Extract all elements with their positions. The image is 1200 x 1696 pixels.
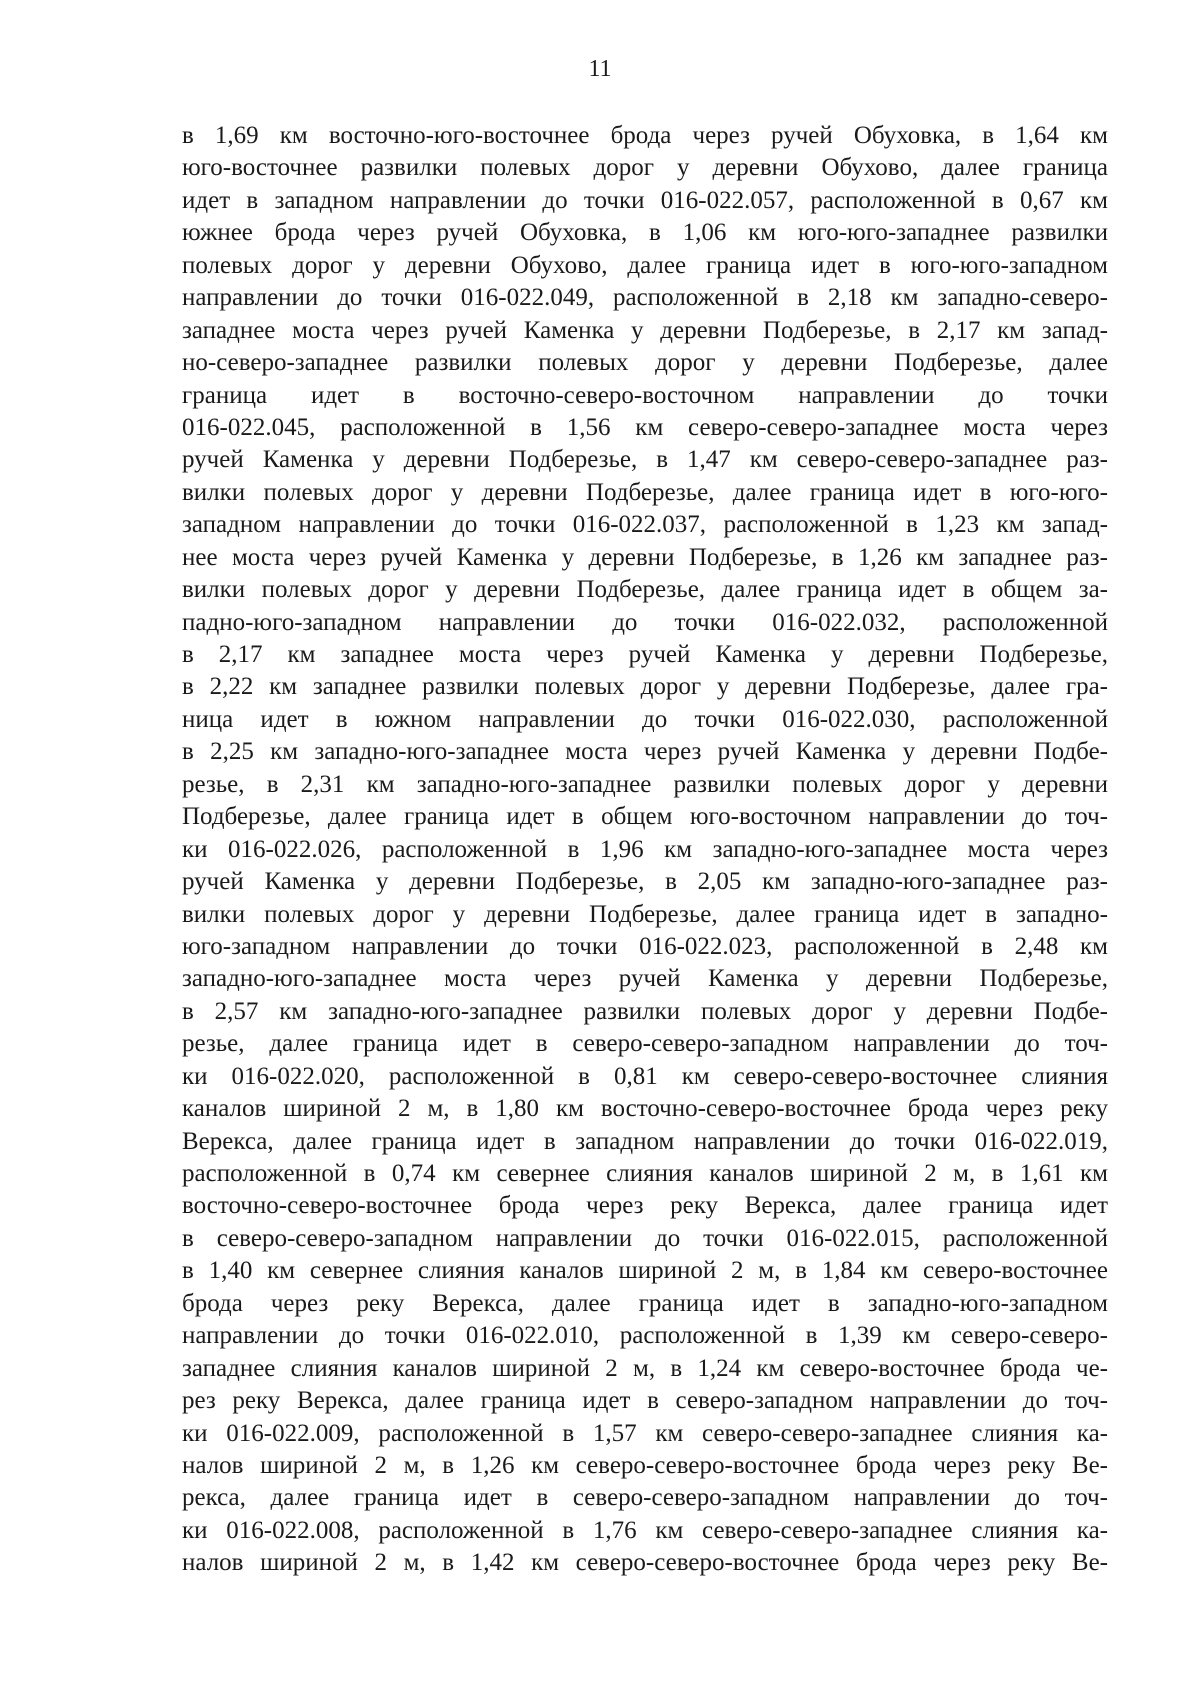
text-line: восточно-северо-восточнее брода через реку Верекса, далее граница идет	[182, 1192, 1108, 1220]
text-line: падно-юго-западном направлении до точки 016-022.032, расположенной	[182, 608, 1108, 636]
text-line: полевых дорог у деревни Обухово, далее граница идет в юго-юго-западном	[182, 251, 1108, 279]
text-line: в 1,69 км восточно-юго-восточнее брода через ручей Обуховка, в 1,64 км	[182, 122, 1108, 149]
text-line: в 1,40 км севернее слияния каналов шириной 2 м, в 1,84 км северо-восточнее	[182, 1257, 1108, 1285]
text-line: нее моста через ручей Каменка у деревни Подберезье, в 1,26 км западнее раз-	[182, 543, 1108, 571]
text-line: ручей Каменка у деревни Подберезье, в 1,47 км северо-северо-западнее раз-	[182, 446, 1108, 474]
text-line: ки 016-022.008, расположенной в 1,76 км северо-северо-западнее слияния ка-	[182, 1516, 1108, 1544]
text-line: Верекса, далее граница идет в западном направлении до точки 016-022.019,	[182, 1127, 1108, 1155]
text-line: налов шириной 2 м, в 1,26 км северо-северо-восточнее брода через реку Ве-	[182, 1451, 1108, 1479]
text-line: вилки полевых дорог у деревни Подберезье, далее граница идет в общем за-	[182, 576, 1108, 604]
text-line: в 2,22 км западнее развилки полевых дорог у деревни Подберезье, далее гра-	[182, 673, 1108, 701]
text-line: ница идет в южном направлении до точки 016-022.030, расположенной	[182, 705, 1108, 733]
text-line: вилки полевых дорог у деревни Подберезье, далее граница идет в западно-	[182, 900, 1108, 928]
text-line: ки 016-022.009, расположенной в 1,57 км северо-северо-западнее слияния ка-	[182, 1419, 1108, 1447]
text-line: рекса, далее граница идет в северо-северо-западном направлении до точ-	[182, 1484, 1108, 1512]
text-line: в 2,57 км западно-юго-западнее развилки полевых дорог у деревни Подбе-	[182, 997, 1108, 1025]
text-line: юго-западном направлении до точки 016-022.023, расположенной в 2,48 км	[182, 932, 1108, 960]
text-line: западно-юго-западнее моста через ручей Каменка у деревни Подберезье,	[182, 965, 1108, 993]
text-line: налов шириной 2 м, в 1,42 км северо-северо-восточнее брода через реку Ве-	[182, 1549, 1108, 1577]
text-line: 016-022.045, расположенной в 1,56 км северо-северо-западнее моста через	[182, 413, 1108, 441]
text-line: ручей Каменка у деревни Подберезье, в 2,05 км западно-юго-западнее раз-	[182, 868, 1108, 896]
page-number: 11	[588, 56, 612, 82]
text-line: брода через реку Верекса, далее граница идет в западно-юго-западном	[182, 1289, 1108, 1317]
text-line: в северо-северо-западном направлении до точки 016-022.015, расположенной	[182, 1224, 1108, 1252]
text-line: Подберезье, далее граница идет в общем юго-восточном направлении до точ-	[182, 803, 1108, 831]
text-line: расположенной в 0,74 км севернее слияния каналов шириной 2 м, в 1,61 км	[182, 1160, 1108, 1187]
text-line: южнее брода через ручей Обуховка, в 1,06 км юго-юго-западнее развилки	[182, 219, 1108, 247]
text-line: граница идет в восточно-северо-восточном направлении до точки	[182, 381, 1108, 409]
text-line: резье, в 2,31 км западно-юго-западнее развилки полевых дорог у деревни	[182, 770, 1108, 798]
text-line: направлении до точки 016-022.049, расположенной в 2,18 км западно-северо-	[182, 284, 1108, 312]
text-line: ки 016-022.020, расположенной в 0,81 км северо-северо-восточнее слияния	[182, 1062, 1108, 1090]
text-line: западнее моста через ручей Каменка у деревни Подберезье, в 2,17 км запад-	[182, 316, 1108, 344]
text-line: вилки полевых дорог у деревни Подберезье, далее граница идет в юго-юго-	[182, 478, 1108, 506]
text-line: в 2,17 км западнее моста через ручей Каменка у деревни Подберезье,	[182, 641, 1108, 668]
text-line: западном направлении до точки 016-022.037, расположенной в 1,23 км запад-	[182, 511, 1108, 539]
text-line: резье, далее граница идет в северо-северо-западном направлении до точ-	[182, 1030, 1108, 1058]
body-text	[182, 120, 1108, 1580]
text-line: ки 016-022.026, расположенной в 1,96 км западно-юго-западнее моста через	[182, 835, 1108, 863]
text-line: юго-восточнее развилки полевых дорог у деревни Обухово, далее граница	[182, 154, 1108, 182]
text-line: идет в западном направлении до точки 016-022.057, расположенной в 0,67 км	[182, 186, 1108, 214]
text-line: каналов шириной 2 м, в 1,80 км восточно-северо-восточнее брода через реку	[182, 1095, 1108, 1123]
text-line: западнее слияния каналов шириной 2 м, в 1,24 км северо-восточнее брода че-	[182, 1354, 1108, 1382]
text-line: но-северо-западнее развилки полевых дорог у деревни Подберезье, далее	[182, 349, 1108, 377]
text-line: рез реку Верекса, далее граница идет в северо-западном направлении до точ-	[182, 1387, 1108, 1415]
text-line: направлении до точки 016-022.010, расположенной в 1,39 км северо-северо-	[182, 1322, 1108, 1350]
text-line: в 2,25 км западно-юго-западнее моста через ручей Каменка у деревни Подбе-	[182, 738, 1108, 766]
